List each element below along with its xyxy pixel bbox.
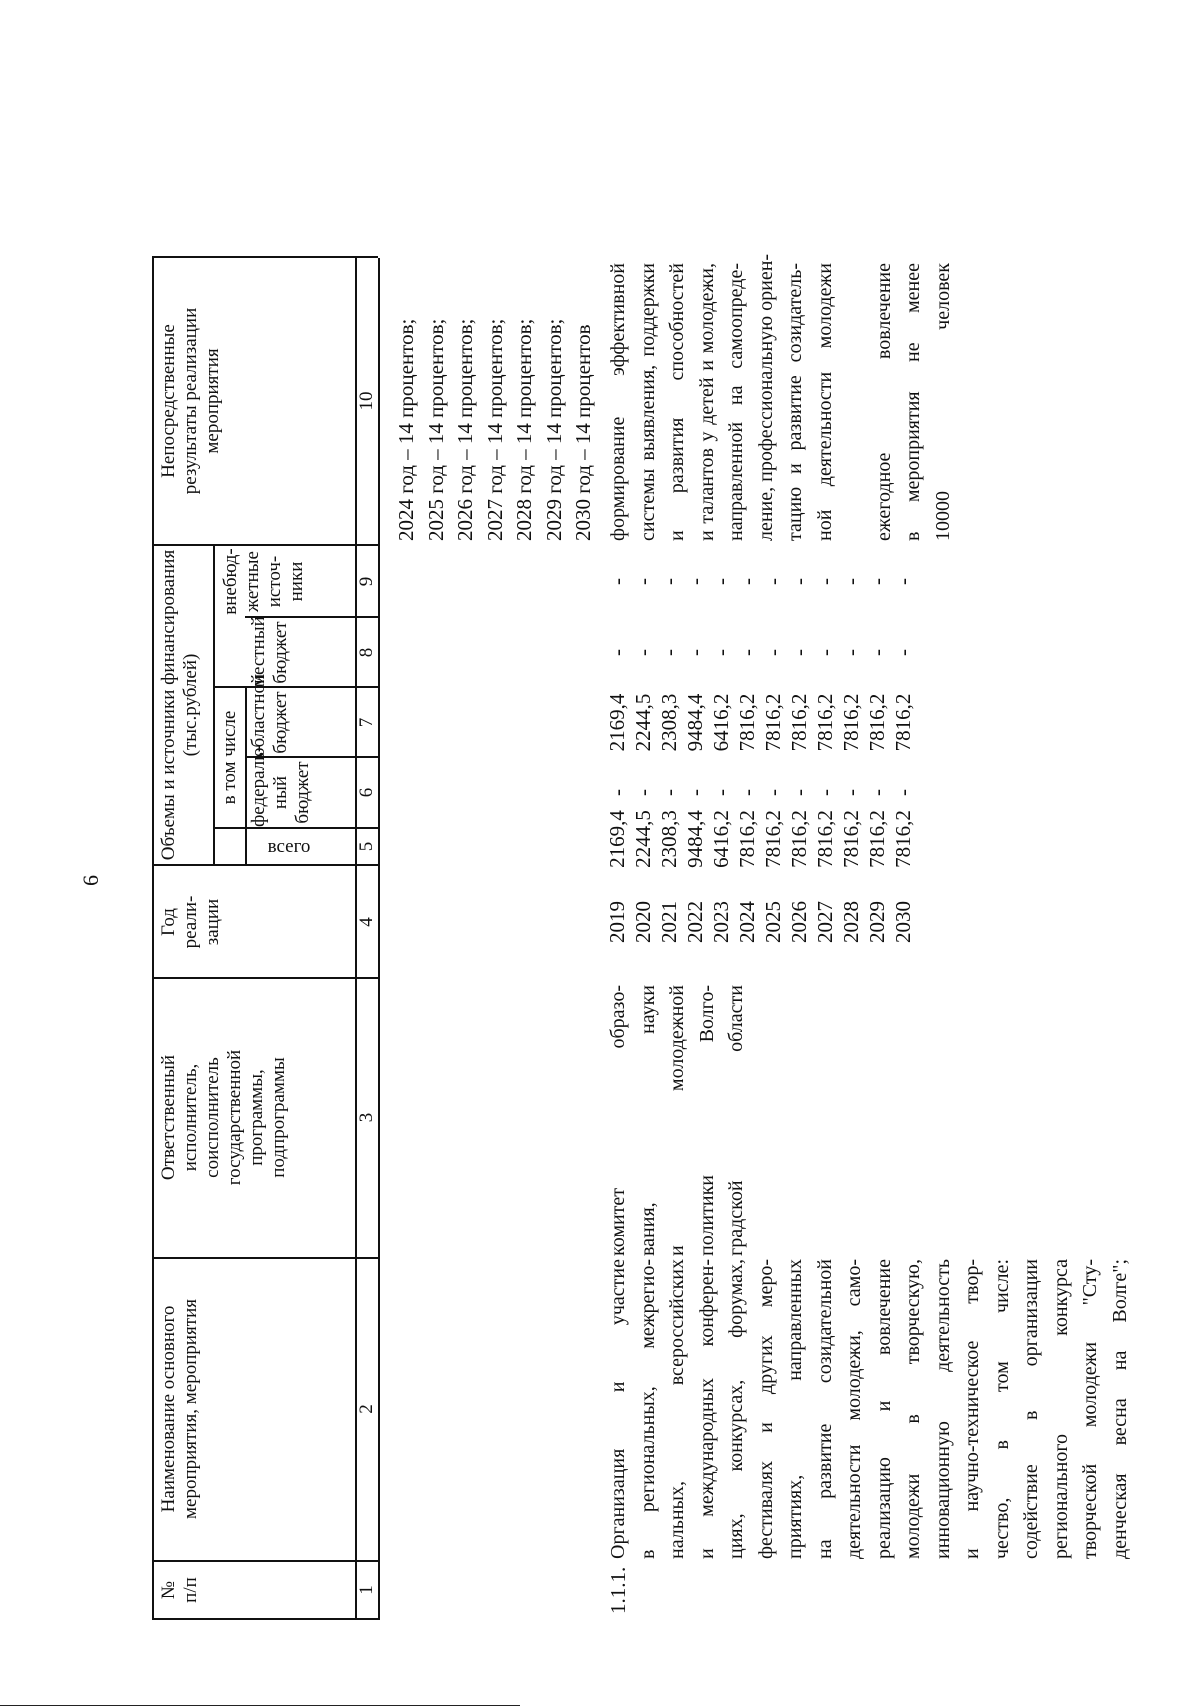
total-value: 6416,2 xyxy=(709,810,733,868)
result-percent-line: 2029 год – 14 процентов; xyxy=(541,318,566,541)
result-line: тацию и развитие созидатель- xyxy=(784,263,806,541)
extrabudgetary-value: - xyxy=(605,578,629,585)
year-value: 2028 xyxy=(839,901,863,943)
result-line: формирование эффективной xyxy=(607,263,629,541)
extrabudgetary-value: - xyxy=(891,578,915,585)
regional-column xyxy=(604,688,916,757)
activity-name-line: регионального конкурса xyxy=(1049,1259,1072,1559)
result-line: направленной на самоопреде- xyxy=(725,263,747,541)
column-number-10: 10 xyxy=(356,391,377,411)
activity-name-line: инновационную деятельность xyxy=(931,1259,954,1559)
total-value: 2169,4 xyxy=(605,810,629,868)
header-year: Год реали- зации xyxy=(158,895,223,949)
extrabudgetary-value: - xyxy=(683,578,707,585)
activity-name-line: чество, в том числе: xyxy=(990,1259,1013,1559)
column-number-4: 4 xyxy=(356,917,377,927)
activity-name-line: фестивалях и других меро- xyxy=(754,1259,777,1559)
total-value: 7816,2 xyxy=(891,810,915,868)
total-value: 7816,2 xyxy=(865,810,889,868)
result-line: в мероприятия не менее xyxy=(902,263,924,541)
local-value: - xyxy=(891,649,915,656)
extrabudgetary-value: - xyxy=(865,578,889,585)
total-value: 7816,2 xyxy=(813,810,837,868)
year-value: 2029 xyxy=(865,901,889,943)
regional-value: 2308,3 xyxy=(657,693,681,752)
activity-name-line: творческой молодежи "Сту- xyxy=(1079,1259,1101,1559)
table-line-top xyxy=(152,258,154,1620)
total-value: 2244,5 xyxy=(631,810,655,868)
result-percent-line: 2030 год – 14 процентов xyxy=(571,324,595,541)
year-value: 2026 xyxy=(787,901,811,943)
table-line-financing-sub xyxy=(213,546,215,866)
header-federal: федераль- ный бюджет xyxy=(248,745,313,827)
activity-name-text xyxy=(604,1259,1135,1559)
federal-value: - xyxy=(865,789,889,796)
federal-value: - xyxy=(891,789,915,796)
regional-value: 9484,4 xyxy=(683,693,707,752)
extrabudgetary-value: - xyxy=(839,578,863,585)
header-total: всего xyxy=(267,836,311,857)
activity-name-line: в региональных, межрегио- xyxy=(636,1259,659,1559)
local-value: - xyxy=(865,649,889,656)
result-line: и талантов у детей и молодежи, xyxy=(695,263,718,541)
total-value: 9484,4 xyxy=(683,810,707,868)
activity-name-line: приятиях, направленных xyxy=(784,1259,806,1559)
federal-value: - xyxy=(605,789,629,796)
local-value: - xyxy=(683,649,707,656)
result-line xyxy=(840,263,870,541)
table-line-v5 xyxy=(213,828,378,830)
regional-value: 7816,2 xyxy=(839,693,863,752)
column-number-7: 7 xyxy=(356,717,377,728)
regional-value: 7816,2 xyxy=(787,693,811,752)
year-value: 2019 xyxy=(605,901,629,943)
federal-value: - xyxy=(709,789,733,796)
activity-name-line: денческая весна на Волге"; xyxy=(1108,1259,1131,1559)
regional-value: 7816,2 xyxy=(813,693,837,752)
years-column xyxy=(604,867,916,977)
header-financing: Объемы и источники финансирования (тыс.рублей) xyxy=(158,549,201,861)
year-value: 2025 xyxy=(761,901,785,943)
activity-name-line: циях, конкурсах, форумах, xyxy=(725,1259,747,1559)
federal-value: - xyxy=(761,789,785,796)
result-line: и развития способностей xyxy=(666,263,688,541)
activity-name-line: реализацию и вовлечение xyxy=(872,1259,895,1559)
result-line: ной деятельности молодежи xyxy=(813,263,836,541)
year-value: 2027 xyxy=(813,901,837,943)
table-line-v0 xyxy=(152,1619,378,1621)
regional-value: 7816,2 xyxy=(865,693,889,752)
activity-name-line: содействие в организации xyxy=(1020,1259,1042,1559)
column-number-5: 5 xyxy=(356,841,377,852)
activity-name-line: молодежи в творческую, xyxy=(902,1259,924,1559)
executor-line: градской области xyxy=(725,985,747,1256)
year-value: 2024 xyxy=(735,901,759,943)
result-line: ление, профессиональную ориен- xyxy=(754,253,777,541)
year-value: 2022 xyxy=(683,901,707,943)
regional-value: 7816,2 xyxy=(761,693,785,752)
federal-value: - xyxy=(683,789,707,796)
header-local: местный бюджет xyxy=(248,616,291,687)
executor-line: политики Волго- xyxy=(695,985,718,1256)
local-value: - xyxy=(735,649,759,656)
column-number-2: 2 xyxy=(356,1404,377,1414)
year-value: 2020 xyxy=(631,901,655,943)
activity-name-line: нальных, всероссийских xyxy=(666,1259,688,1559)
local-value: - xyxy=(709,649,733,656)
activity-name-line: и международных конферен- xyxy=(695,1259,718,1559)
header-results: Непосредственные результаты реализации мероприятия xyxy=(158,307,223,495)
extrabudgetary-column xyxy=(604,546,916,617)
activity-name-line: Организация и участие xyxy=(607,1259,629,1559)
result-line: 10000 человек xyxy=(931,263,954,541)
page-number: 6 xyxy=(78,875,103,886)
header-executor: Ответственный исполнитель, соисполнитель государственной программы, подпрограммы xyxy=(158,1049,289,1186)
extrabudgetary-value: - xyxy=(735,578,759,585)
executor-line: и молодежной xyxy=(666,985,688,1256)
activity-name-line: и научно-техническое твор- xyxy=(961,1259,983,1559)
table-line-colnum-bottom xyxy=(378,258,380,1620)
activity-name-line: на развитие созидательной xyxy=(813,1259,836,1559)
year-value: 2021 xyxy=(657,901,681,943)
extrabudgetary-value: - xyxy=(709,578,733,585)
column-number-9: 9 xyxy=(356,576,377,587)
extrabudgetary-value: - xyxy=(631,578,655,585)
column-number-8: 8 xyxy=(356,647,377,658)
header-including: в том числе xyxy=(219,710,240,805)
federal-value: - xyxy=(839,789,863,796)
regional-value: 6416,2 xyxy=(709,693,733,752)
result-percent-line: 2027 год – 14 процентов; xyxy=(482,318,507,541)
column-number-6: 6 xyxy=(356,787,377,798)
result-percent-line: 2026 год – 14 процентов; xyxy=(453,318,477,541)
total-value: 7816,2 xyxy=(761,810,785,868)
extrabudgetary-value: - xyxy=(657,578,681,585)
total-value: 7816,2 xyxy=(787,810,811,868)
results-text xyxy=(604,253,958,541)
total-value: 7816,2 xyxy=(839,810,863,868)
local-value: - xyxy=(839,649,863,656)
result-line: ежегодное вовлечение xyxy=(872,263,895,541)
local-value: - xyxy=(605,649,629,656)
federal-value: - xyxy=(787,789,811,796)
year-value: 2030 xyxy=(891,901,915,943)
executor-line: вания, науки xyxy=(636,985,659,1256)
column-number-1: 1 xyxy=(356,1585,377,1595)
local-value: - xyxy=(787,649,811,656)
result-line: системы выявления, поддержки xyxy=(636,263,659,541)
regional-value: 7816,2 xyxy=(735,693,759,752)
federal-value: - xyxy=(631,789,655,796)
federal-column xyxy=(604,758,916,827)
year-value: 2023 xyxy=(709,901,733,943)
results-percent-list xyxy=(392,266,599,541)
result-percent-line: 2024 год – 14 процентов; xyxy=(394,318,418,541)
local-value: - xyxy=(761,649,785,656)
extrabudgetary-value: - xyxy=(761,578,785,585)
extrabudgetary-value: - xyxy=(813,578,837,585)
local-value: - xyxy=(657,649,681,656)
table-line-v4 xyxy=(152,865,378,867)
regional-value: 2244,5 xyxy=(631,693,655,752)
regional-value: 2169,4 xyxy=(605,693,629,752)
activity-name-line: деятельности молодежи, само- xyxy=(843,1259,865,1559)
extrabudgetary-value: - xyxy=(787,578,811,585)
row-number: 1.1.1. xyxy=(606,1566,630,1614)
result-percent-line: 2028 год – 14 процентов; xyxy=(512,318,536,541)
federal-value: - xyxy=(735,789,759,796)
local-value: - xyxy=(631,649,655,656)
executor-text xyxy=(604,985,752,1256)
executor-line: комитет образо- xyxy=(607,985,629,1256)
header-number: № п/п xyxy=(158,1577,201,1603)
header-activity-name: Наименование основного мероприятия, мероприятия xyxy=(158,1299,201,1519)
local-value: - xyxy=(813,649,837,656)
column-number-3: 3 xyxy=(356,1112,377,1123)
total-value: 7816,2 xyxy=(735,810,759,868)
header-extrabudgetary: внебюд- жетные источ- ники xyxy=(220,548,307,615)
regional-value: 7816,2 xyxy=(891,693,915,752)
federal-value: - xyxy=(657,789,681,796)
total-value: 2308,3 xyxy=(657,810,681,868)
local-column xyxy=(604,618,916,687)
result-percent-line: 2025 год – 14 процентов; xyxy=(423,318,448,541)
header-regional: областной бюджет xyxy=(248,673,291,757)
federal-value: - xyxy=(813,789,837,796)
